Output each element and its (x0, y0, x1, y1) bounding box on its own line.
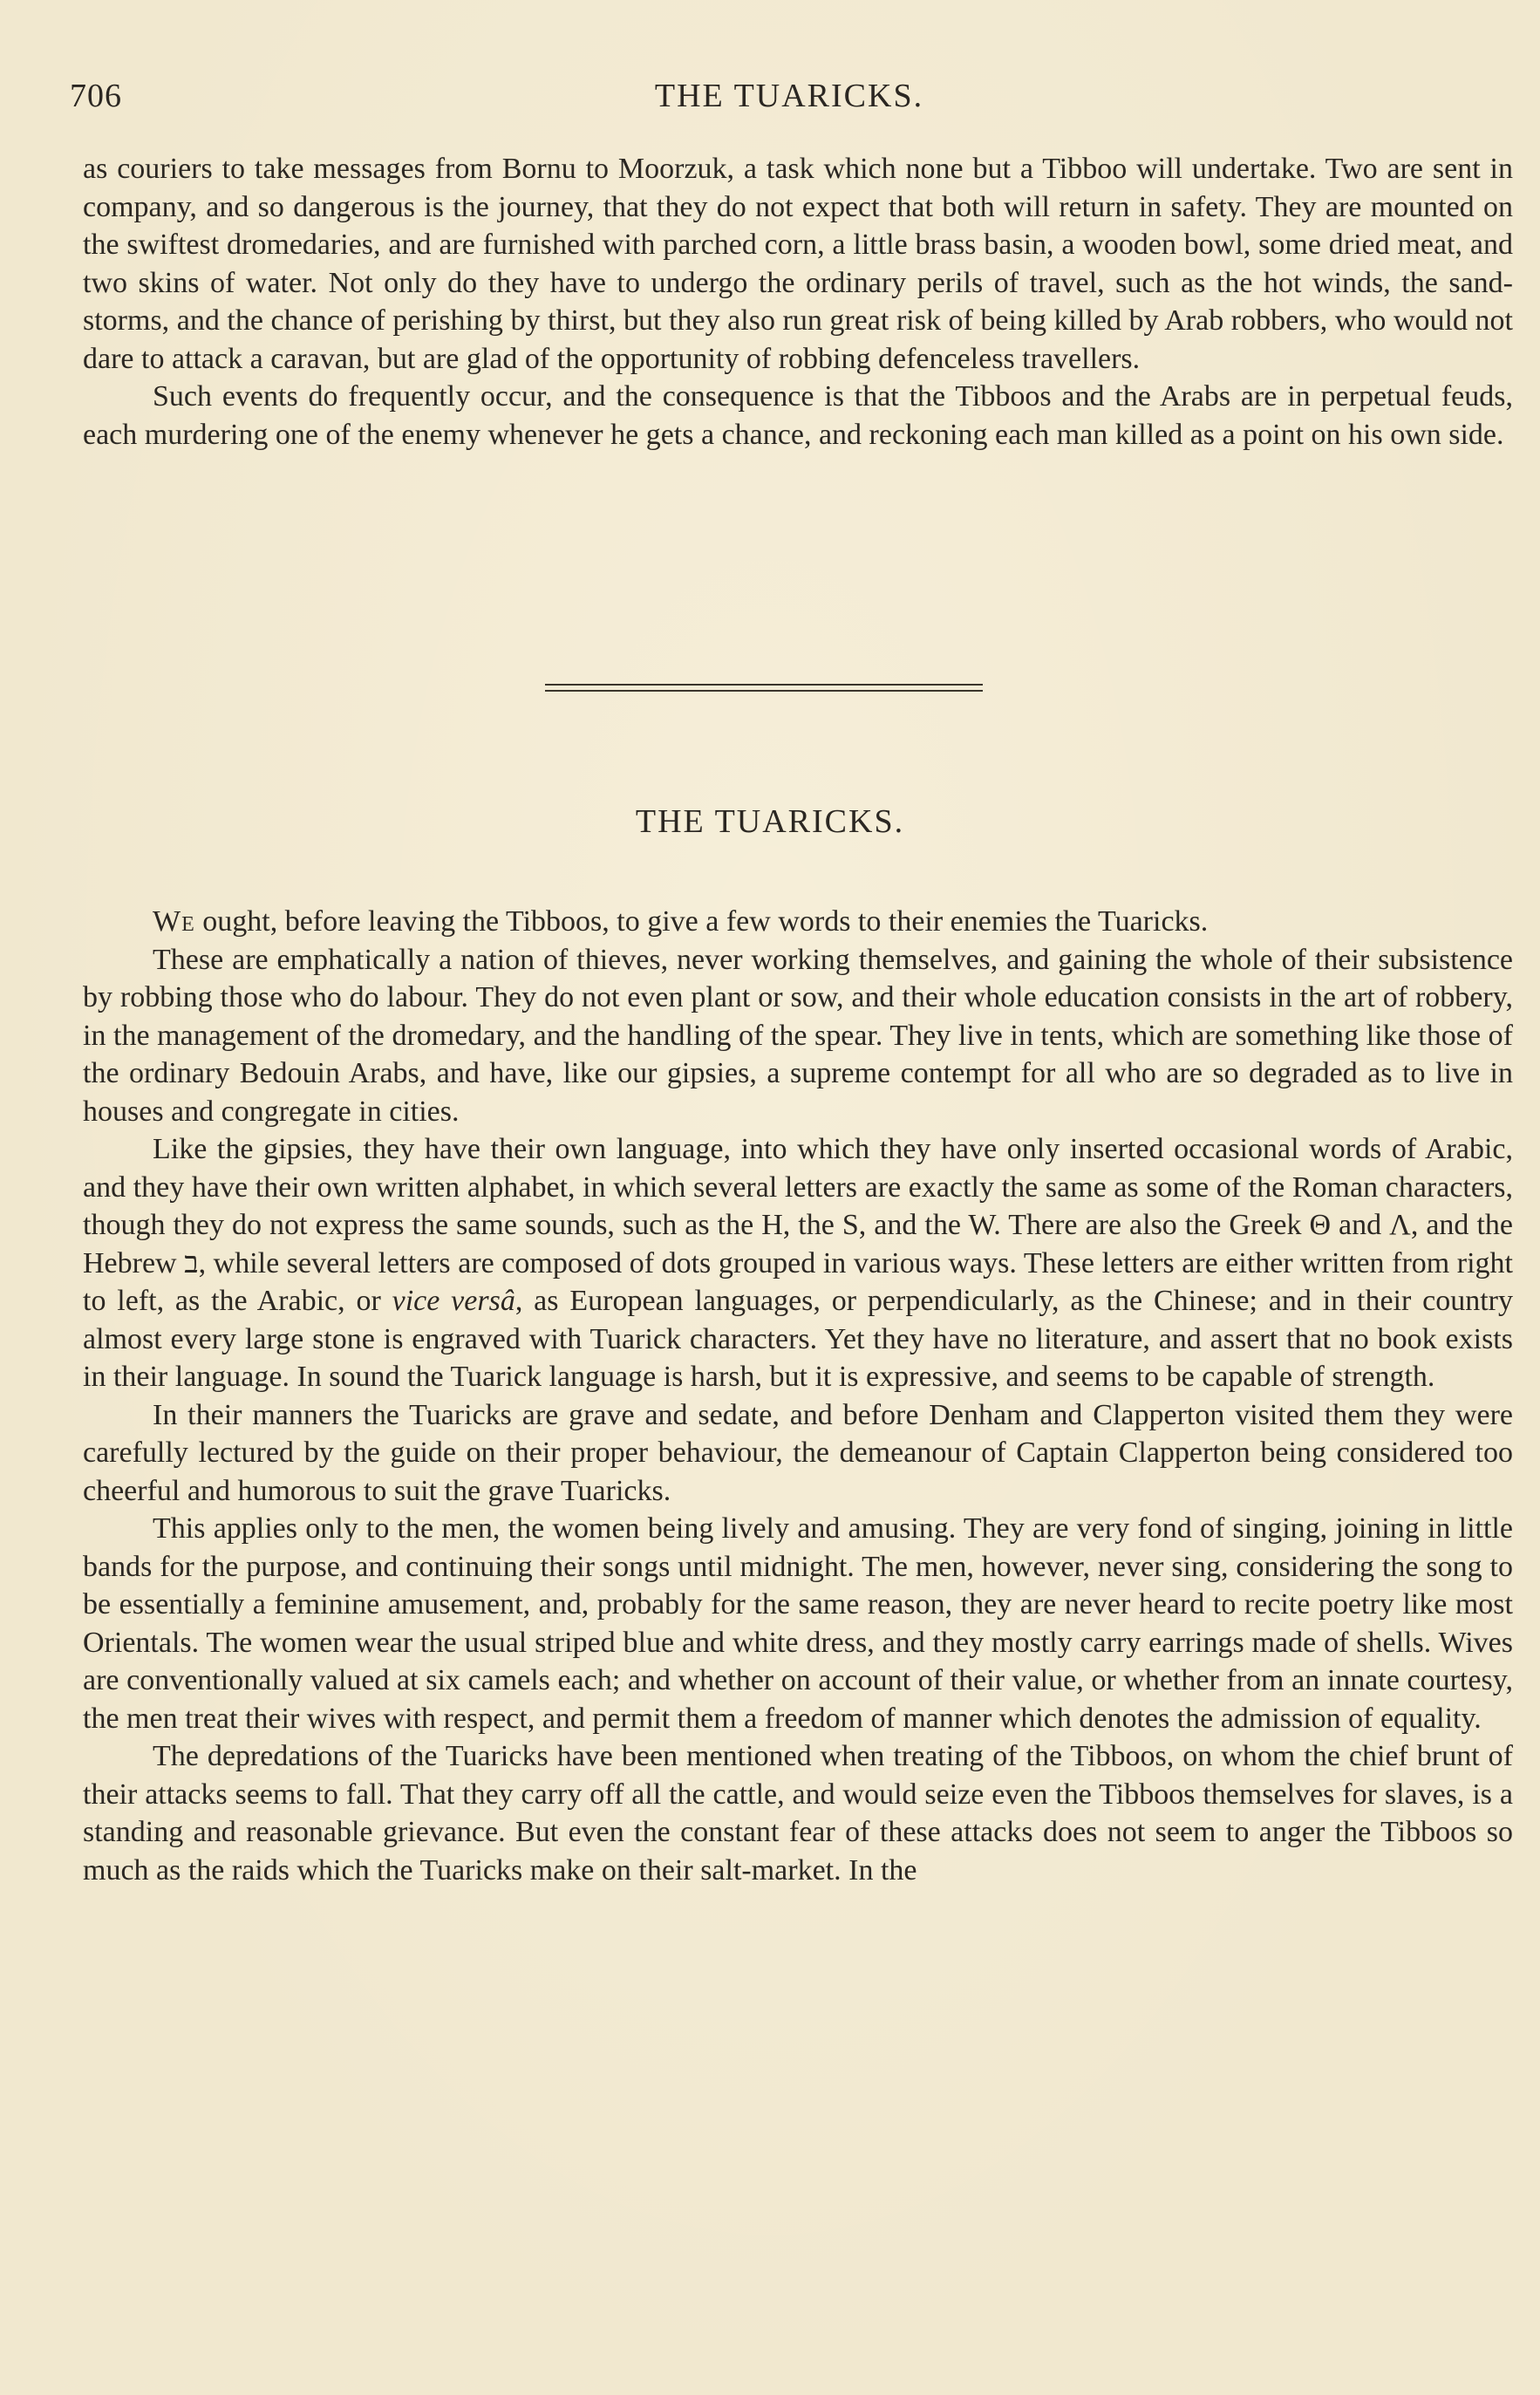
paragraph-1-text: ought, before leaving the Tibboos, to give a few words to their enemies the Tuaricks. (194, 905, 1209, 938)
paragraph-3-italic: vice versâ (392, 1285, 515, 1317)
section-divider (545, 684, 983, 693)
continued-paragraph-1: as couriers to take messages from Bornu to Moorzuk, a task which none but a Tibboo will undertake. Two are sent in company, and so dangerous is the journey, that they do not expect that both will return in safety. They are mounted on the swiftest dromedaries, and are furnished with parched corn, a little brass basin, a wooden bowl, some dried meat, and two skins of water. Not only do they have to undergo the ordinary perils of travel, such as the hot winds, the sand-storms, and the chance of perishing by thirst, but they also run great risk of being killed by Arab robbers, who would not dare to attack a caravan, but are glad of the opportunity of robbing defenceless travellers. (83, 153, 1513, 375)
divider-line-bottom (545, 690, 983, 692)
page-number: 706 (70, 78, 122, 114)
running-head (70, 77, 1509, 120)
divider-line-top (545, 684, 983, 686)
section-title: THE TUARICKS. (635, 803, 905, 840)
running-title: THE TUARICKS. (654, 78, 924, 114)
paragraph-2: These are emphatically a nation of thieves, never working themselves, and gaining the whole of their subsistence by robbing those who do labour. They do not even plant or sow, and their whole education consists in the art of robbery, in the management of the dromedary, and the handling of the spear. They live in tents, which are something like those of the ordinary Bedouin Arabs, and have, like our gipsies, a supreme contempt for all who are so degraded as to live in houses and congregate in cities. (83, 943, 1513, 1128)
paragraph-3 (83, 1130, 1513, 1396)
paragraph-3-text-a: Like the gipsies, they have their own language, into which they have only inserted occasional words of Arabic, and they have their own written alphabet, in which several letters are exactly the same as some of the Roman characters, though they do not express the same sounds, such as the H, the S, and the W. There are also the Greek Θ and Λ, and the Hebrew ב, while several letters are composed of dots grouped in various ways. These letters are either written from right to left, as the Arabic, or (83, 1133, 1513, 1317)
section-body (83, 903, 1513, 1889)
paragraph-4: In their manners the Tuaricks are grave and sedate, and before Denham and Clapperton visited them they were carefully lectured by the guide on their proper behaviour, the demeanour of Captain Clapperton being considered too cheerful and humorous to suit the grave Tuaricks. (83, 1398, 1513, 1507)
paragraph-1 (83, 903, 1513, 941)
paragraph-1-lead: We (153, 905, 195, 938)
paragraph-3-text-b: , as European languages, or perpendicularly, as the Chinese; and in their country almost every large stone is engraved with Tuarick characters. Yet they have no literature, and assert that no book exists in their language. In sound the Tuarick language is harsh, but it is expressive, and seems to be capable of strength. (83, 1285, 1513, 1393)
continued-text (83, 150, 1513, 454)
paragraph-5: This applies only to the men, the women being lively and amusing. They are very fond of singing, joining in little bands for the purpose, and continuing their songs until midnight. The men, however, never sing, considering the song to be essentially a feminine amusement, and, probably for the same reason, they are never heard to recite poetry like most Orientals. The women wear the usual striped blue and white dress, and they mostly carry earrings made of shells. Wives are conventionally valued at six camels each; and whether on account of their value, or whether from an innate courtesy, the men treat their wives with respect, and permit them a freedom of manner which denotes the admission of equality. (83, 1512, 1513, 1735)
paragraph-6: The depredations of the Tuaricks have been mentioned when treating of the Tibboos, on whom the chief brunt of their attacks seems to fall. That they carry off all the cattle, and would seize even the Tibboos themselves for slaves, is a standing and reasonable grievance. But even the constant fear of these attacks does not seem to anger the Tibboos so much as the raids which the Tuaricks make on their salt-market. In the (83, 1740, 1513, 1887)
continued-paragraph-2: Such events do frequently occur, and the consequence is that the Tibboos and the Arabs are in perpetual feuds, each murdering one of the enemy whenever he gets a chance, and reckoning each man killed as a point on his own side. (83, 380, 1513, 451)
